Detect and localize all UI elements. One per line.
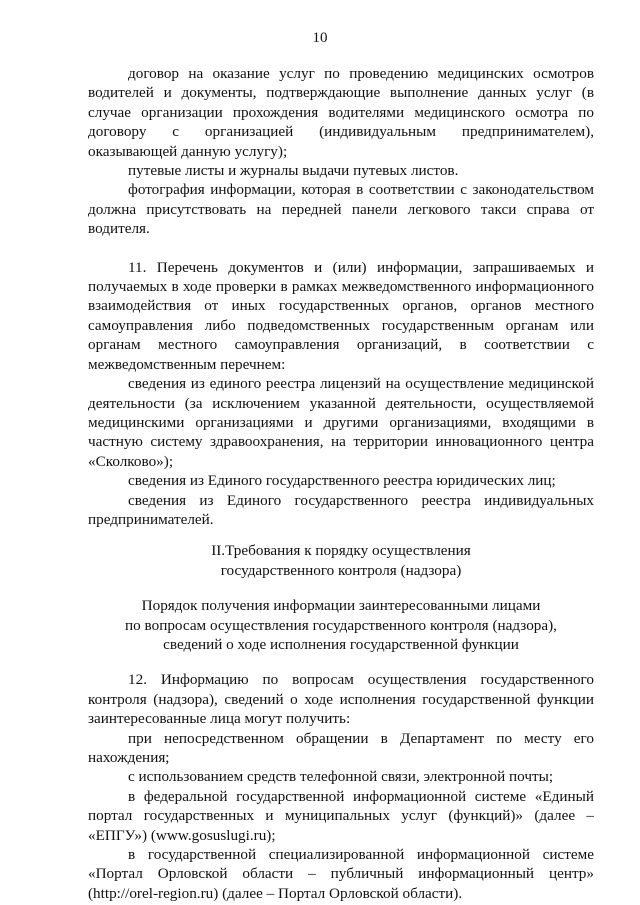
page-number: 10 (312, 30, 328, 46)
paragraph: при непосредственном обращении в Департамент по месту его нахождения; (88, 729, 594, 766)
paragraph: 12. Информацию по вопросам осуществления государственного контроля (надзора), сведений о ходе исполнения государственной функции заинтересованные лица могут получить: (88, 671, 594, 728)
document-body (88, 64, 594, 903)
subheading-line: сведений о ходе исполнения государственной функции (163, 635, 519, 653)
paragraph: путевые листы и журналы выдачи путевых листов. (128, 162, 459, 180)
paragraph: с использованием средств телефонной связи, электронной почты; (128, 768, 554, 786)
subheading-line: по вопросам осуществления государственного контроля (надзора), (125, 616, 557, 634)
subheading-line: Порядок получения информации заинтересованными лицами (141, 597, 541, 615)
paragraph: фотография информации, которая в соответствии с законодательством должна присутствовать на передней панели легкового такси справа от водителя. (88, 181, 594, 238)
paragraph: сведения из Единого государственного реестра индивидуальных предпринимателей. (88, 491, 594, 528)
paragraph: договор на оказание услуг по проведению медицинских осмотров водителей и документы, подтверждающие выполнение данных услуг (в случае организации прохождения водителями медицинского осмотра по договору с организацией (индивидуальным предпринимателем), оказывающей данную услугу); (88, 65, 594, 160)
section-heading-line: государственного контроля (надзора) (220, 561, 462, 579)
section-heading-line: II.Требования к порядку осуществления (211, 542, 471, 560)
paragraph: сведения из единого реестра лицензий на осуществление медицинской деятельности (за исключением указанной деятельности, осуществляемой медицинскими организациями и другими организациями, входящими в частную систему здравоохранения, на территории инновационного центра «Сколково»); (88, 375, 594, 470)
paragraph: в государственной специализированной информационной системе «Портал Орловской области – публичный информационный центр» (http://orel-region.ru) (далее – Портал Орловской области). (88, 846, 594, 902)
paragraph: в федеральной государственной информационной системе «Единый портал государственных и муниципальных услуг (функций)» (далее – «ЕПГУ») (www.gosuslugi.ru); (88, 787, 594, 844)
paragraph: 11. Перечень документов и (или) информации, запрашиваемых и получаемых в ходе проверки в рамках межведомственного информационного взаимодействия от иных государственных органов, органов местного самоуправления либо подведомственных государственным органам или органам местного самоуправления организаций, в соответствии с межведомственным перечнем: (88, 258, 594, 373)
paragraph: сведения из Единого государственного реестра юридических лиц; (128, 472, 556, 490)
